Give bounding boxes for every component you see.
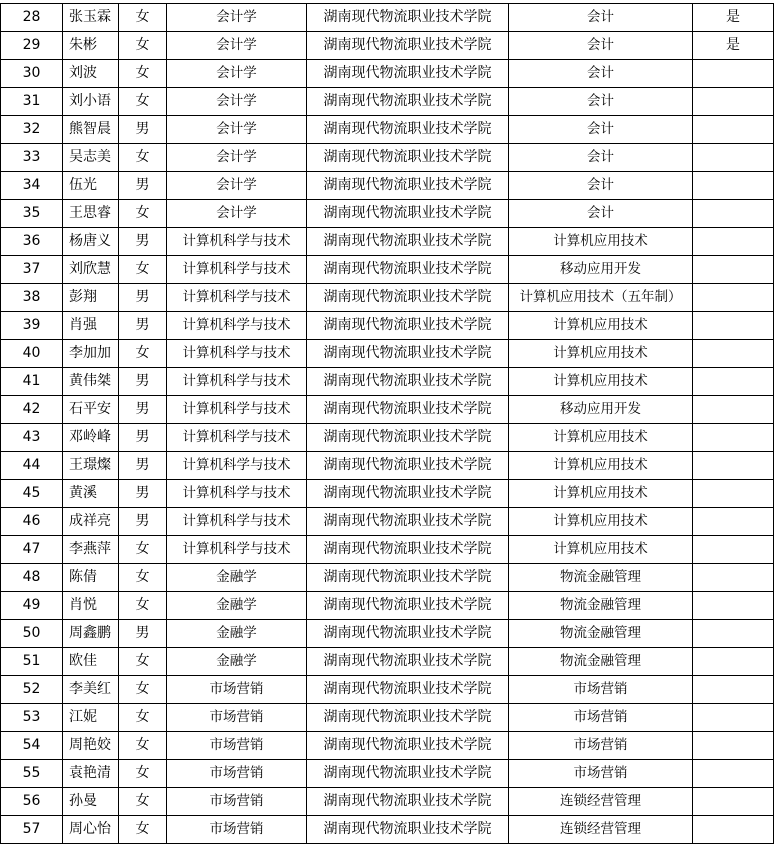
cell-name: 邓岭峰 [63,424,119,452]
cell-school: 湖南现代物流职业技术学院 [307,592,509,620]
table-row [1,508,774,536]
table-row [1,424,774,452]
cell-school: 湖南现代物流职业技术学院 [307,172,509,200]
cell-flag [693,620,774,648]
cell-specialty: 移动应用开发 [509,256,693,284]
table-row [1,116,774,144]
cell-name: 王思睿 [63,200,119,228]
cell-gender: 女 [119,760,167,788]
cell-number: 57 [1,816,63,844]
cell-number: 45 [1,480,63,508]
cell-number: 52 [1,676,63,704]
cell-name: 黄溪 [63,480,119,508]
cell-school: 湖南现代物流职业技术学院 [307,788,509,816]
cell-major: 计算机科学与技术 [167,396,307,424]
cell-school: 湖南现代物流职业技术学院 [307,508,509,536]
cell-gender: 女 [119,704,167,732]
cell-major: 市场营销 [167,732,307,760]
cell-school: 湖南现代物流职业技术学院 [307,452,509,480]
cell-school: 湖南现代物流职业技术学院 [307,228,509,256]
cell-school: 湖南现代物流职业技术学院 [307,816,509,844]
cell-specialty: 会计 [509,172,693,200]
cell-flag [693,564,774,592]
cell-number: 53 [1,704,63,732]
cell-gender: 男 [119,620,167,648]
cell-flag [693,284,774,312]
cell-gender: 男 [119,452,167,480]
cell-number: 28 [1,4,63,32]
cell-name: 江妮 [63,704,119,732]
cell-flag [693,648,774,676]
cell-major: 会计学 [167,172,307,200]
cell-specialty: 物流金融管理 [509,620,693,648]
cell-flag [693,676,774,704]
cell-gender: 女 [119,60,167,88]
cell-name: 欧佳 [63,648,119,676]
cell-school: 湖南现代物流职业技术学院 [307,676,509,704]
cell-number: 40 [1,340,63,368]
cell-major: 市场营销 [167,760,307,788]
cell-specialty: 计算机应用技术（五年制） [509,284,693,312]
table-row [1,368,774,396]
cell-flag [693,788,774,816]
cell-school: 湖南现代物流职业技术学院 [307,760,509,788]
cell-name: 孙曼 [63,788,119,816]
cell-specialty: 计算机应用技术 [509,508,693,536]
cell-number: 41 [1,368,63,396]
cell-school: 湖南现代物流职业技术学院 [307,620,509,648]
table-row [1,732,774,760]
table-row [1,676,774,704]
cell-specialty: 计算机应用技术 [509,452,693,480]
cell-gender: 男 [119,228,167,256]
cell-gender: 女 [119,144,167,172]
cell-number: 49 [1,592,63,620]
cell-name: 吴志美 [63,144,119,172]
cell-flag [693,508,774,536]
cell-specialty: 计算机应用技术 [509,424,693,452]
cell-name: 肖强 [63,312,119,340]
cell-gender: 女 [119,732,167,760]
cell-flag [693,480,774,508]
cell-major: 计算机科学与技术 [167,536,307,564]
cell-flag [693,144,774,172]
cell-name: 刘小语 [63,88,119,116]
cell-specialty: 会计 [509,88,693,116]
table-row [1,340,774,368]
cell-specialty: 会计 [509,4,693,32]
table-row [1,760,774,788]
cell-flag [693,200,774,228]
cell-number: 35 [1,200,63,228]
cell-number: 43 [1,424,63,452]
cell-name: 李燕萍 [63,536,119,564]
cell-specialty: 会计 [509,32,693,60]
cell-specialty: 物流金融管理 [509,592,693,620]
cell-specialty: 市场营销 [509,732,693,760]
cell-major: 会计学 [167,116,307,144]
cell-gender: 女 [119,676,167,704]
cell-name: 黄伟桀 [63,368,119,396]
cell-name: 周艳姣 [63,732,119,760]
cell-gender: 男 [119,116,167,144]
cell-specialty: 计算机应用技术 [509,228,693,256]
table-row [1,144,774,172]
cell-flag [693,424,774,452]
cell-name: 彭翔 [63,284,119,312]
cell-major: 会计学 [167,60,307,88]
cell-major: 市场营销 [167,704,307,732]
cell-school: 湖南现代物流职业技术学院 [307,88,509,116]
cell-number: 44 [1,452,63,480]
cell-major: 会计学 [167,88,307,116]
cell-major: 市场营销 [167,676,307,704]
cell-number: 42 [1,396,63,424]
cell-name: 张玉霖 [63,4,119,32]
table-row [1,4,774,32]
cell-name: 熊智晨 [63,116,119,144]
cell-flag [693,536,774,564]
cell-name: 成祥亮 [63,508,119,536]
table-row [1,312,774,340]
cell-name: 刘波 [63,60,119,88]
cell-specialty: 物流金融管理 [509,648,693,676]
cell-major: 会计学 [167,32,307,60]
cell-flag [693,592,774,620]
cell-number: 34 [1,172,63,200]
cell-gender: 男 [119,284,167,312]
cell-gender: 女 [119,564,167,592]
cell-flag [693,172,774,200]
cell-gender: 女 [119,340,167,368]
table-row [1,452,774,480]
cell-school: 湖南现代物流职业技术学院 [307,564,509,592]
table-row [1,592,774,620]
cell-major: 金融学 [167,648,307,676]
table-row [1,88,774,116]
cell-school: 湖南现代物流职业技术学院 [307,256,509,284]
cell-name: 李美红 [63,676,119,704]
cell-major: 计算机科学与技术 [167,228,307,256]
table-row [1,284,774,312]
cell-specialty: 连锁经营管理 [509,788,693,816]
cell-major: 计算机科学与技术 [167,284,307,312]
cell-major: 计算机科学与技术 [167,340,307,368]
cell-flag [693,312,774,340]
cell-specialty: 计算机应用技术 [509,312,693,340]
cell-flag [693,60,774,88]
cell-flag [693,396,774,424]
cell-number: 37 [1,256,63,284]
table-body [1,4,774,844]
cell-number: 48 [1,564,63,592]
cell-number: 50 [1,620,63,648]
cell-specialty: 市场营销 [509,760,693,788]
cell-major: 会计学 [167,200,307,228]
cell-number: 39 [1,312,63,340]
cell-name: 石平安 [63,396,119,424]
cell-major: 计算机科学与技术 [167,256,307,284]
cell-number: 54 [1,732,63,760]
cell-major: 计算机科学与技术 [167,312,307,340]
cell-name: 王璟燦 [63,452,119,480]
cell-number: 32 [1,116,63,144]
cell-name: 李加加 [63,340,119,368]
cell-specialty: 计算机应用技术 [509,340,693,368]
cell-school: 湖南现代物流职业技术学院 [307,200,509,228]
cell-specialty: 会计 [509,200,693,228]
cell-name: 伍光 [63,172,119,200]
cell-major: 计算机科学与技术 [167,480,307,508]
cell-number: 33 [1,144,63,172]
cell-flag [693,704,774,732]
cell-number: 38 [1,284,63,312]
table-row [1,172,774,200]
cell-gender: 女 [119,88,167,116]
cell-school: 湖南现代物流职业技术学院 [307,284,509,312]
table-row [1,648,774,676]
cell-school: 湖南现代物流职业技术学院 [307,144,509,172]
cell-gender: 男 [119,508,167,536]
cell-school: 湖南现代物流职业技术学院 [307,32,509,60]
cell-flag [693,368,774,396]
table-row [1,228,774,256]
cell-major: 金融学 [167,620,307,648]
cell-gender: 男 [119,480,167,508]
cell-name: 杨唐义 [63,228,119,256]
table-row [1,564,774,592]
table-row [1,480,774,508]
cell-school: 湖南现代物流职业技术学院 [307,116,509,144]
cell-name: 刘欣慧 [63,256,119,284]
table-row [1,200,774,228]
table-row [1,704,774,732]
cell-name: 肖悦 [63,592,119,620]
cell-flag [693,732,774,760]
cell-specialty: 移动应用开发 [509,396,693,424]
cell-school: 湖南现代物流职业技术学院 [307,340,509,368]
cell-number: 47 [1,536,63,564]
student-table-container [0,3,775,844]
cell-flag [693,452,774,480]
cell-gender: 女 [119,788,167,816]
cell-school: 湖南现代物流职业技术学院 [307,648,509,676]
cell-name: 周鑫鹏 [63,620,119,648]
cell-number: 29 [1,32,63,60]
cell-major: 计算机科学与技术 [167,424,307,452]
table-row [1,396,774,424]
table-row [1,788,774,816]
cell-school: 湖南现代物流职业技术学院 [307,368,509,396]
student-table [0,3,774,844]
cell-flag: 是 [693,32,774,60]
table-row [1,816,774,844]
cell-gender: 女 [119,200,167,228]
cell-major: 市场营销 [167,816,307,844]
cell-number: 55 [1,760,63,788]
cell-school: 湖南现代物流职业技术学院 [307,396,509,424]
cell-school: 湖南现代物流职业技术学院 [307,480,509,508]
cell-flag [693,816,774,844]
cell-specialty: 计算机应用技术 [509,536,693,564]
cell-number: 51 [1,648,63,676]
table-row [1,32,774,60]
cell-name: 周心怡 [63,816,119,844]
cell-school: 湖南现代物流职业技术学院 [307,536,509,564]
cell-gender: 女 [119,648,167,676]
cell-flag [693,256,774,284]
cell-gender: 女 [119,4,167,32]
cell-gender: 男 [119,312,167,340]
cell-specialty: 物流金融管理 [509,564,693,592]
cell-number: 36 [1,228,63,256]
table-row [1,620,774,648]
cell-major: 会计学 [167,4,307,32]
cell-gender: 男 [119,172,167,200]
cell-flag: 是 [693,4,774,32]
cell-major: 金融学 [167,592,307,620]
cell-specialty: 会计 [509,116,693,144]
cell-gender: 女 [119,592,167,620]
cell-name: 陈倩 [63,564,119,592]
cell-gender: 女 [119,536,167,564]
cell-specialty: 计算机应用技术 [509,480,693,508]
cell-gender: 女 [119,32,167,60]
cell-major: 计算机科学与技术 [167,368,307,396]
cell-major: 计算机科学与技术 [167,452,307,480]
table-row [1,256,774,284]
cell-gender: 男 [119,396,167,424]
cell-specialty: 连锁经营管理 [509,816,693,844]
cell-specialty: 计算机应用技术 [509,368,693,396]
cell-major: 计算机科学与技术 [167,508,307,536]
cell-number: 31 [1,88,63,116]
cell-number: 56 [1,788,63,816]
cell-school: 湖南现代物流职业技术学院 [307,60,509,88]
cell-specialty: 市场营销 [509,676,693,704]
cell-gender: 女 [119,256,167,284]
cell-specialty: 会计 [509,60,693,88]
cell-school: 湖南现代物流职业技术学院 [307,424,509,452]
cell-flag [693,88,774,116]
table-row [1,536,774,564]
cell-number: 46 [1,508,63,536]
cell-school: 湖南现代物流职业技术学院 [307,4,509,32]
cell-flag [693,760,774,788]
cell-flag [693,116,774,144]
table-row [1,60,774,88]
cell-number: 30 [1,60,63,88]
cell-name: 朱彬 [63,32,119,60]
cell-specialty: 市场营销 [509,704,693,732]
cell-school: 湖南现代物流职业技术学院 [307,312,509,340]
cell-name: 袁艳清 [63,760,119,788]
cell-school: 湖南现代物流职业技术学院 [307,704,509,732]
cell-flag [693,228,774,256]
cell-flag [693,340,774,368]
cell-specialty: 会计 [509,144,693,172]
cell-gender: 男 [119,368,167,396]
cell-major: 市场营销 [167,788,307,816]
cell-gender: 男 [119,424,167,452]
cell-major: 金融学 [167,564,307,592]
cell-school: 湖南现代物流职业技术学院 [307,732,509,760]
cell-gender: 女 [119,816,167,844]
cell-major: 会计学 [167,144,307,172]
